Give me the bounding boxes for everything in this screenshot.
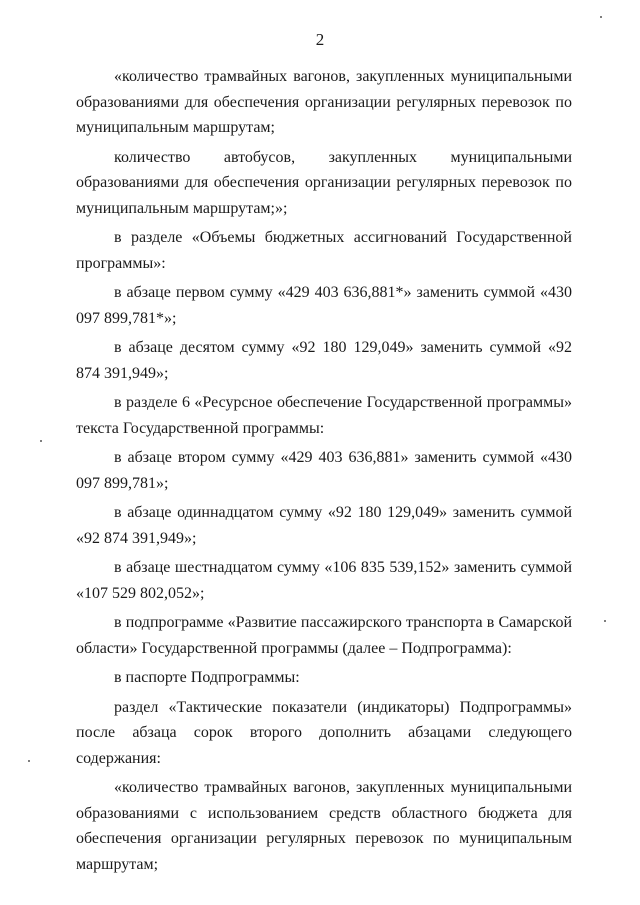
paragraph-12: раздел «Тактические показатели (индикаторы) Подпрограммы» после абзаца сорок второго дополнить абзацами следующего содержания: (76, 698, 572, 767)
page-number: 2 (315, 30, 325, 49)
paragraph-10: в подпрограмме «Развитие пассажирского транспорта в Самарской области» Государственной программы (далее – Подпрограмма): (76, 614, 572, 657)
paragraph-7: в абзаце втором сумму «429 403 636,881» заменить суммой «430 097 899,781»; (76, 449, 572, 492)
paragraph-9: в абзаце шестнадцатом сумму «106 835 539,152» заменить суммой «107 529 802,052»; (76, 559, 572, 602)
paragraph-3: в разделе «Объемы бюджетных ассигнований Государственной программы»: (76, 229, 572, 272)
paragraph-13: «количество трамвайных вагонов, закупленных муниципальными образованиями с использованием средств областного бюджета для обеспечения организации регулярных перевозок по муниципальным маршрутам; (76, 779, 572, 873)
paragraph-6: в разделе 6 «Ресурсное обеспечение Государственной программы» текста Государственной программы: (76, 394, 572, 437)
paragraph-11: в паспорте Подпрограммы: (114, 669, 300, 686)
paragraph-8: в абзаце одиннадцатом сумму «92 180 129,049» заменить суммой «92 874 391,949»; (76, 504, 572, 547)
document-body (76, 64, 572, 881)
paragraph-2: количество автобусов, закупленных муниципальными образованиями для обеспечения организации регулярных перевозок по муниципальным маршрутам;»; (76, 148, 572, 217)
paragraph-4: в абзаце первом сумму «429 403 636,881*» заменить суммой «430 097 899,781*»; (76, 284, 572, 327)
paragraph-1: «количество трамвайных вагонов, закупленных муниципальными образованиями для обеспечения организации регулярных перевозок по муниципальным маршрутам; (76, 68, 572, 136)
paragraph-5: в абзаце десятом сумму «92 180 129,049» заменить суммой «92 874 391,949»; (76, 339, 572, 382)
